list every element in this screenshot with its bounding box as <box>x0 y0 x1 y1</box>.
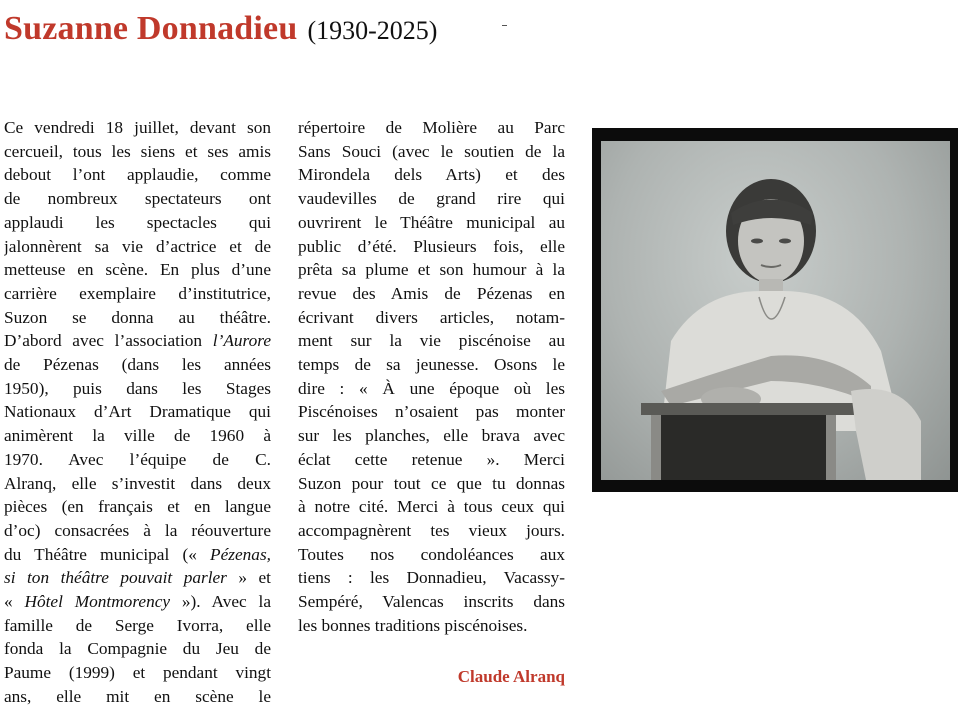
text-fragment: »). Avec la <box>170 592 271 612</box>
text-line: tiens : les Donnadieu, Vacassy- <box>298 568 565 588</box>
italic-aurore: l’Aurore <box>212 331 271 351</box>
text-line-hotel <box>4 590 271 614</box>
text-line: sur les planches, elle brava avec <box>298 426 565 446</box>
text-line: de Pézenas (dans les années <box>4 355 271 375</box>
text-line: écrivant divers articles, notam- <box>298 307 565 327</box>
text-fragment: « <box>4 592 25 612</box>
text-line: public d’été. Plusieurs fois, elle <box>298 236 565 256</box>
italic-pezenas: Pézenas, <box>210 544 271 564</box>
text-line: Toutes nos condoléances aux <box>298 544 565 564</box>
text-line: applaudi les spectacles qui <box>4 212 271 232</box>
text-line: Alranq, elle s’investit dans deux <box>4 473 271 493</box>
text-line: Sempéré, Valencas inscrits dans <box>298 592 565 612</box>
text-line: animèrent la ville de 1960 à <box>4 426 271 446</box>
photo-image-area <box>601 141 950 480</box>
text-line: dire : « À une époque où les <box>298 378 565 398</box>
knee-shape <box>851 389 921 480</box>
italic-hotel: Hôtel Montmorency <box>24 592 171 612</box>
article-title <box>4 10 437 48</box>
text-line: Suzon se donna au théâtre. <box>4 307 271 327</box>
text-line: temps de sa jeunesse. Osons le <box>298 355 565 375</box>
text-line: Nationaux d’Art Dramatique qui <box>4 402 271 422</box>
chair-backrest <box>641 403 856 415</box>
text-fragment: » et <box>226 568 271 588</box>
text-line: jalonnèrent sa vie d’actrice et de <box>4 236 271 256</box>
text-line: Mirondela dels Arts) et des <box>298 165 565 185</box>
chair-body <box>661 415 836 480</box>
text-line: 1970. Avec l’équipe de C. <box>4 449 271 469</box>
text-line: éclat cette retenue ». Merci <box>298 449 565 469</box>
text-line: famille de Serge Ivorra, elle <box>4 615 271 635</box>
text-line-si-ton <box>4 566 271 590</box>
portrait-photo <box>592 128 958 492</box>
chair-leg-left <box>651 415 661 480</box>
text-fragment: du Théâtre municipal (« <box>4 544 211 564</box>
text-line: revue des Amis de Pézenas en <box>298 283 565 303</box>
italic-si-ton: si ton théâtre pouvait parler <box>4 568 227 588</box>
text-line: debout l’ont applaudie, comme <box>4 165 271 185</box>
text-line: metteuse en scène. En plus d’une <box>4 260 271 280</box>
text-line: 1950), puis dans les Stages <box>4 378 271 398</box>
text-line: les bonnes traditions piscénoises. <box>298 615 528 635</box>
eye-right <box>779 239 791 244</box>
author-signature: Claude Alranq <box>457 667 565 686</box>
decorative-mark <box>502 25 507 26</box>
text-line: pièces (en français et en langue <box>4 497 271 517</box>
text-line: Suzon pour tout ce que tu donnas <box>298 473 565 493</box>
text-line: ouvrirent le Théâtre municipal au <box>298 212 565 232</box>
title-dates: (1930-2025) <box>307 16 438 45</box>
text-line: répertoire de Molière au Parc <box>298 118 565 137</box>
portrait-illustration <box>601 141 950 480</box>
text-line: ans, elle mit en scène le <box>4 686 271 706</box>
text-line: Ce vendredi 18 juillet, devant son <box>4 118 271 137</box>
text-line-aurore <box>4 329 271 353</box>
text-line: ment sur la vie piscénoise au <box>298 331 565 351</box>
text-line: Paume (1999) et pendant vingt <box>4 663 271 683</box>
text-line: cercueil, tous les siens et ses amis <box>4 141 271 161</box>
eye-left <box>751 239 763 244</box>
text-line: carrière exemplaire d’institutrice, <box>4 283 271 303</box>
article-column-1 <box>4 116 271 709</box>
text-line: d’oc) consacrées à la réouverture <box>4 520 271 540</box>
text-line: Piscénoises n’osaient pas monter <box>298 402 565 422</box>
article-column-2 <box>298 116 565 637</box>
title-name: Suzanne Donnadieu <box>4 10 298 47</box>
text-line: Sans Souci (avec le soutien de la <box>298 141 565 161</box>
text-line: accompagnèrent tes vieux jours. <box>298 520 565 540</box>
text-line: prêta sa plume et son humour à la <box>298 260 565 280</box>
chair-leg-right <box>826 415 836 480</box>
text-line: à notre cité. Merci à tous ceux qui <box>298 497 565 517</box>
text-line: de nombreux spectateurs ont <box>4 189 271 209</box>
text-line-pezenas <box>4 543 271 567</box>
text-fragment: D’abord avec l’association <box>4 331 213 351</box>
text-line: fonda la Compagnie du Jeu de <box>4 639 271 659</box>
text-line: vaudevilles de grand rire qui <box>298 189 565 209</box>
